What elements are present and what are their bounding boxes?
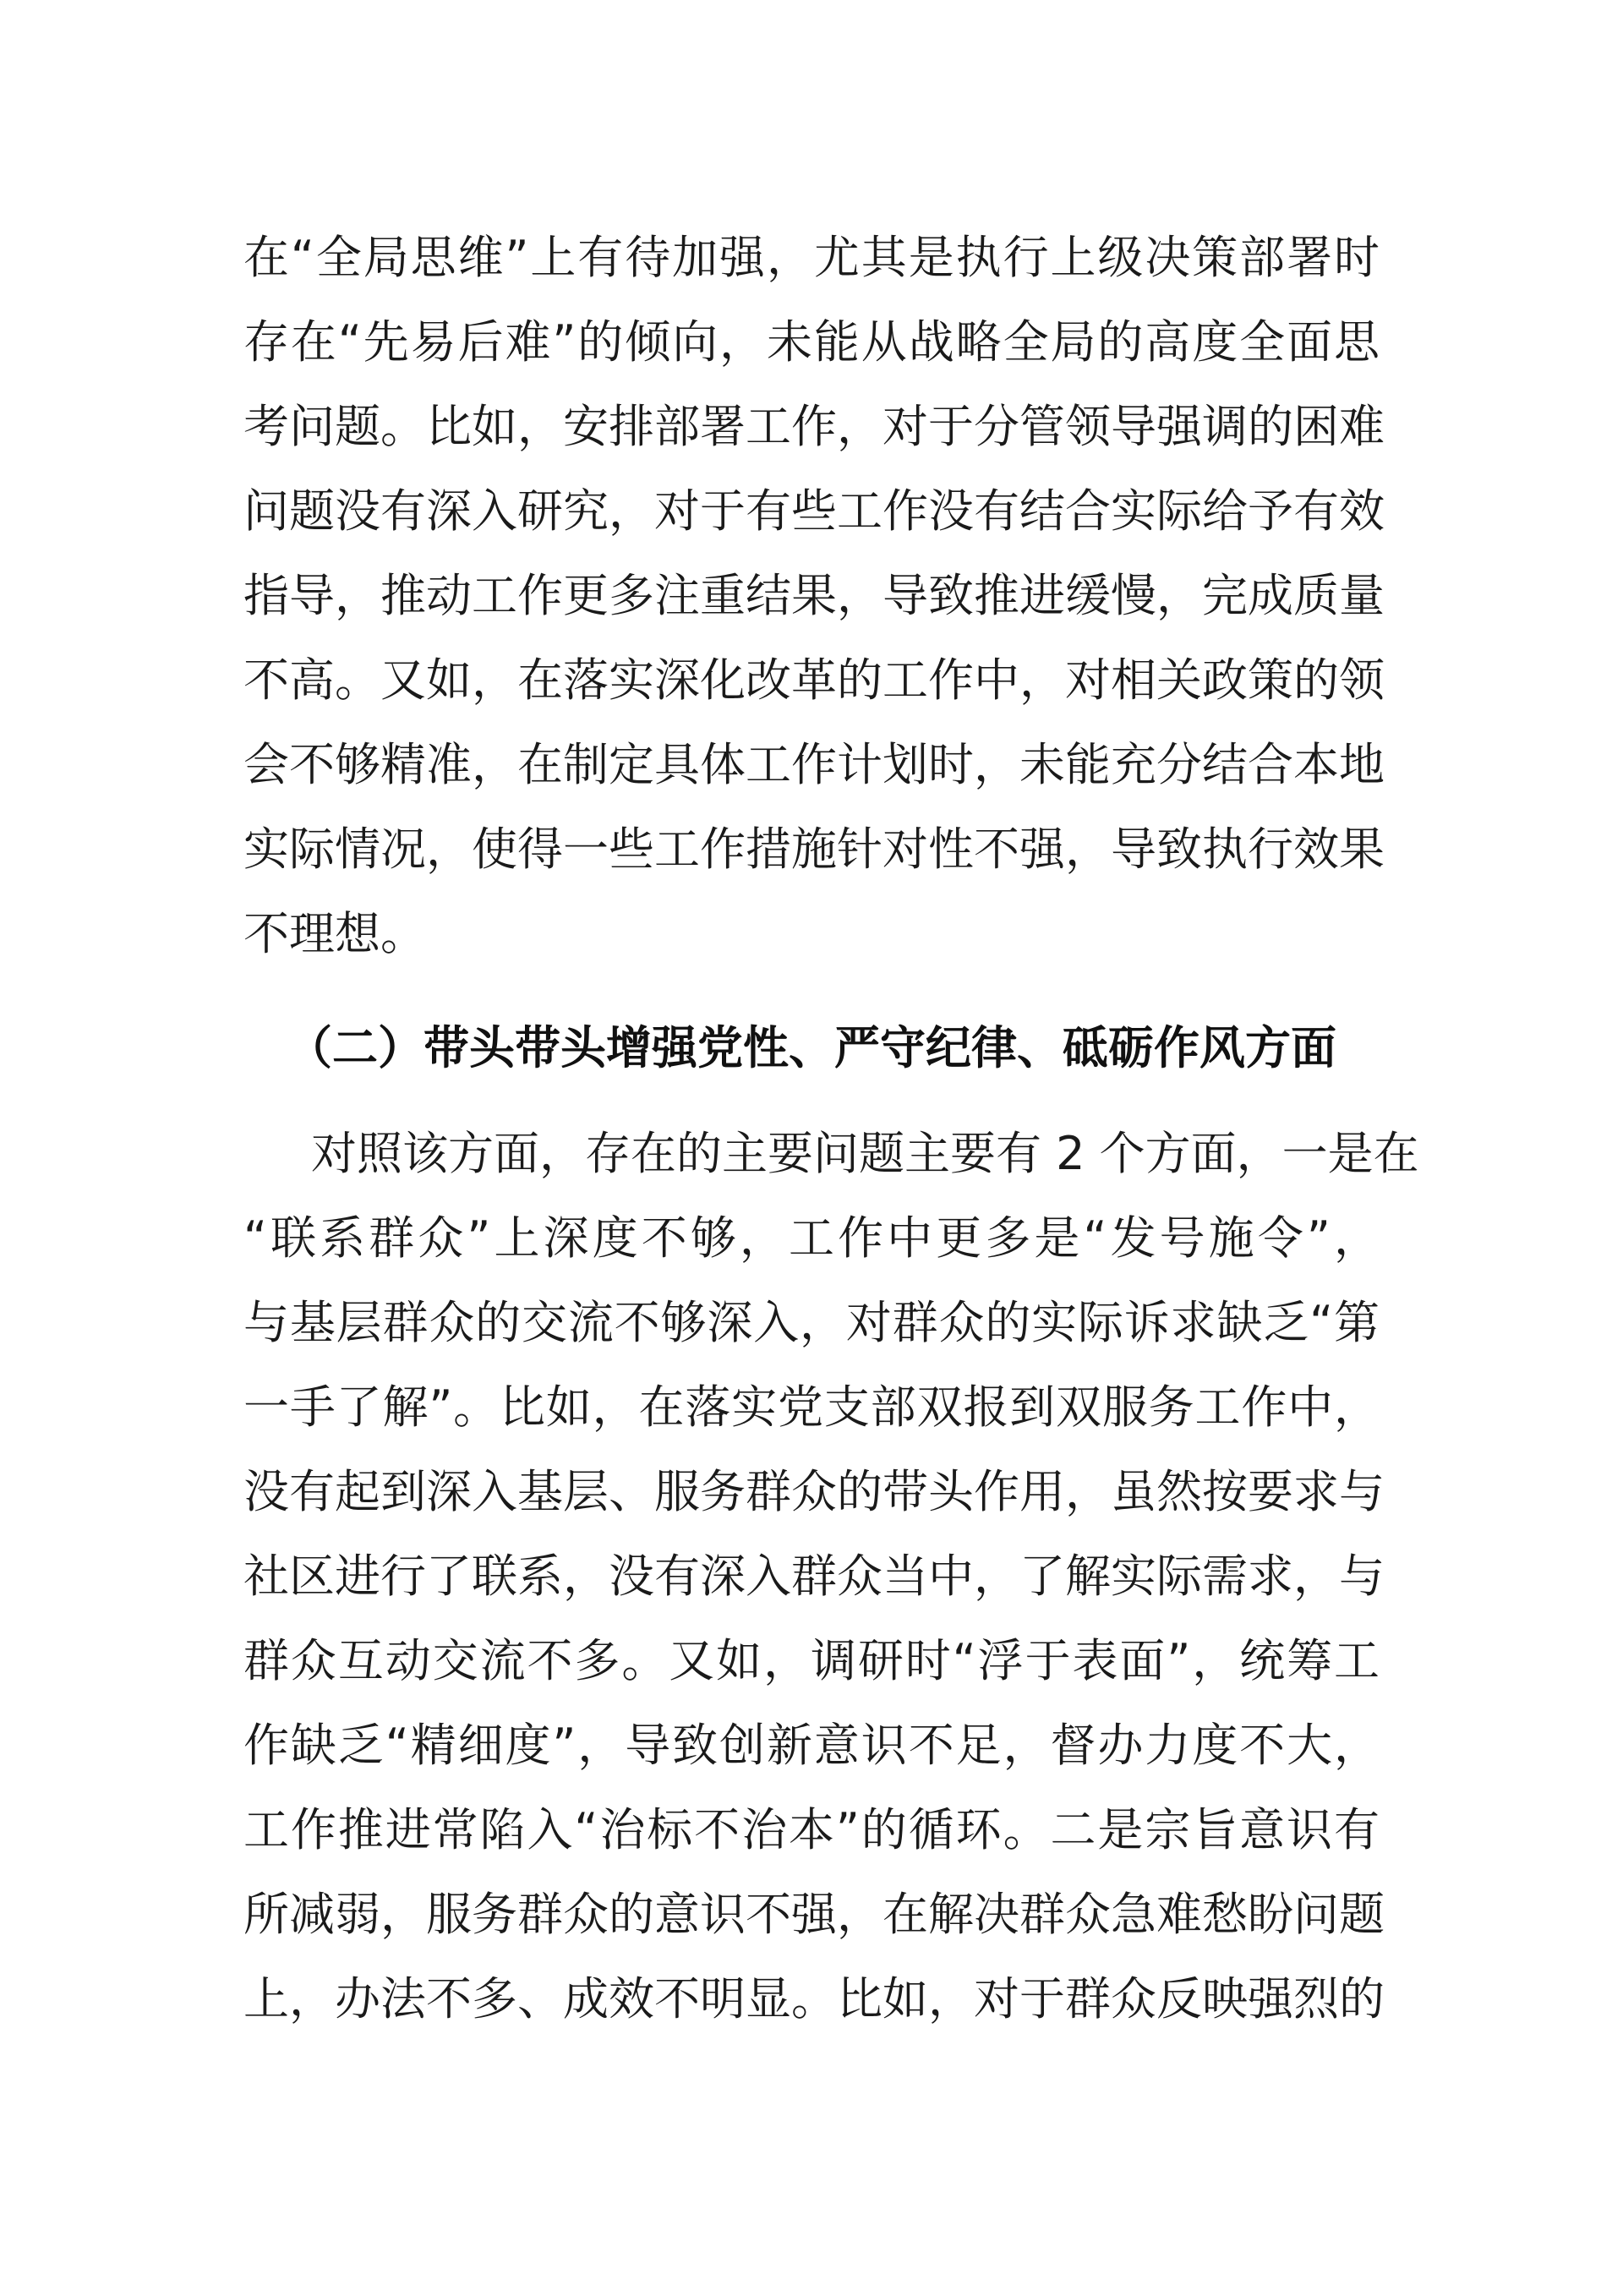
paragraph-line: 指导，推动工作更多注重结果，导致推进缓慢，完成质量 [243, 569, 1385, 622]
paragraph-line: 所减弱，服务群众的意识不强，在解决群众急难愁盼问题 [243, 1888, 1385, 1941]
paragraph-line: 没有起到深入基层、服务群众的带头作用，虽然按要求与 [243, 1465, 1385, 1518]
paragraph-line: 不高。又如，在落实深化改革的工作中，对相关政策的领 [243, 653, 1385, 707]
paragraph-1 [243, 216, 1385, 976]
paragraph-line: 在“全局思维”上有待加强，尤其是执行上级决策部署时 [243, 231, 1380, 284]
section-heading: （二）带头带头增强党性、严守纪律、砥砺作风方面 [287, 1021, 1336, 1074]
paragraph-line: 与基层群众的交流不够深入，对群众的实际诉求缺乏“第 [243, 1296, 1380, 1349]
paragraph-line: 工作推进常陷入“治标不治本”的循环。二是宗旨意识有 [243, 1803, 1380, 1856]
paragraph-line: 群众互动交流不多。又如，调研时“浮于表面”，统筹工 [243, 1634, 1380, 1687]
paragraph-line: 问题没有深入研究，对于有些工作没有结合实际给予有效 [243, 484, 1385, 538]
paragraph-line: 社区进行了联系，没有深入群众当中，了解实际需求，与 [243, 1550, 1385, 1603]
paragraph-line: 上，办法不多、成效不明显。比如，对于群众反映强烈的 [243, 1972, 1385, 2025]
paragraph-line: 对照该方面，存在的主要问题主要有 2 个方面，一是在 [311, 1127, 1419, 1180]
paragraph-line: “联系群众”上深度不够，工作中更多是“发号施令”， [243, 1211, 1380, 1265]
paragraph-line: 不理想。 [243, 907, 426, 960]
paragraph-line: 一手了解”。比如，在落实党支部双报到双服务工作中， [243, 1380, 1380, 1434]
paragraph-2 [243, 1112, 1419, 2042]
paragraph-line: 考问题。比如，安排部署工作，对于分管领导强调的困难 [243, 400, 1385, 453]
paragraph-line: 作缺乏“精细度”，导致创新意识不足，督办力度不大， [243, 1719, 1380, 1772]
paragraph-line: 会不够精准，在制定具体工作计划时，未能充分结合本地 [243, 738, 1385, 791]
paragraph-line: 实际情况，使得一些工作措施针对性不强，导致执行效果 [243, 823, 1385, 876]
paragraph-line: 存在“先易后难”的倾向，未能从战略全局的高度全面思 [243, 315, 1380, 369]
